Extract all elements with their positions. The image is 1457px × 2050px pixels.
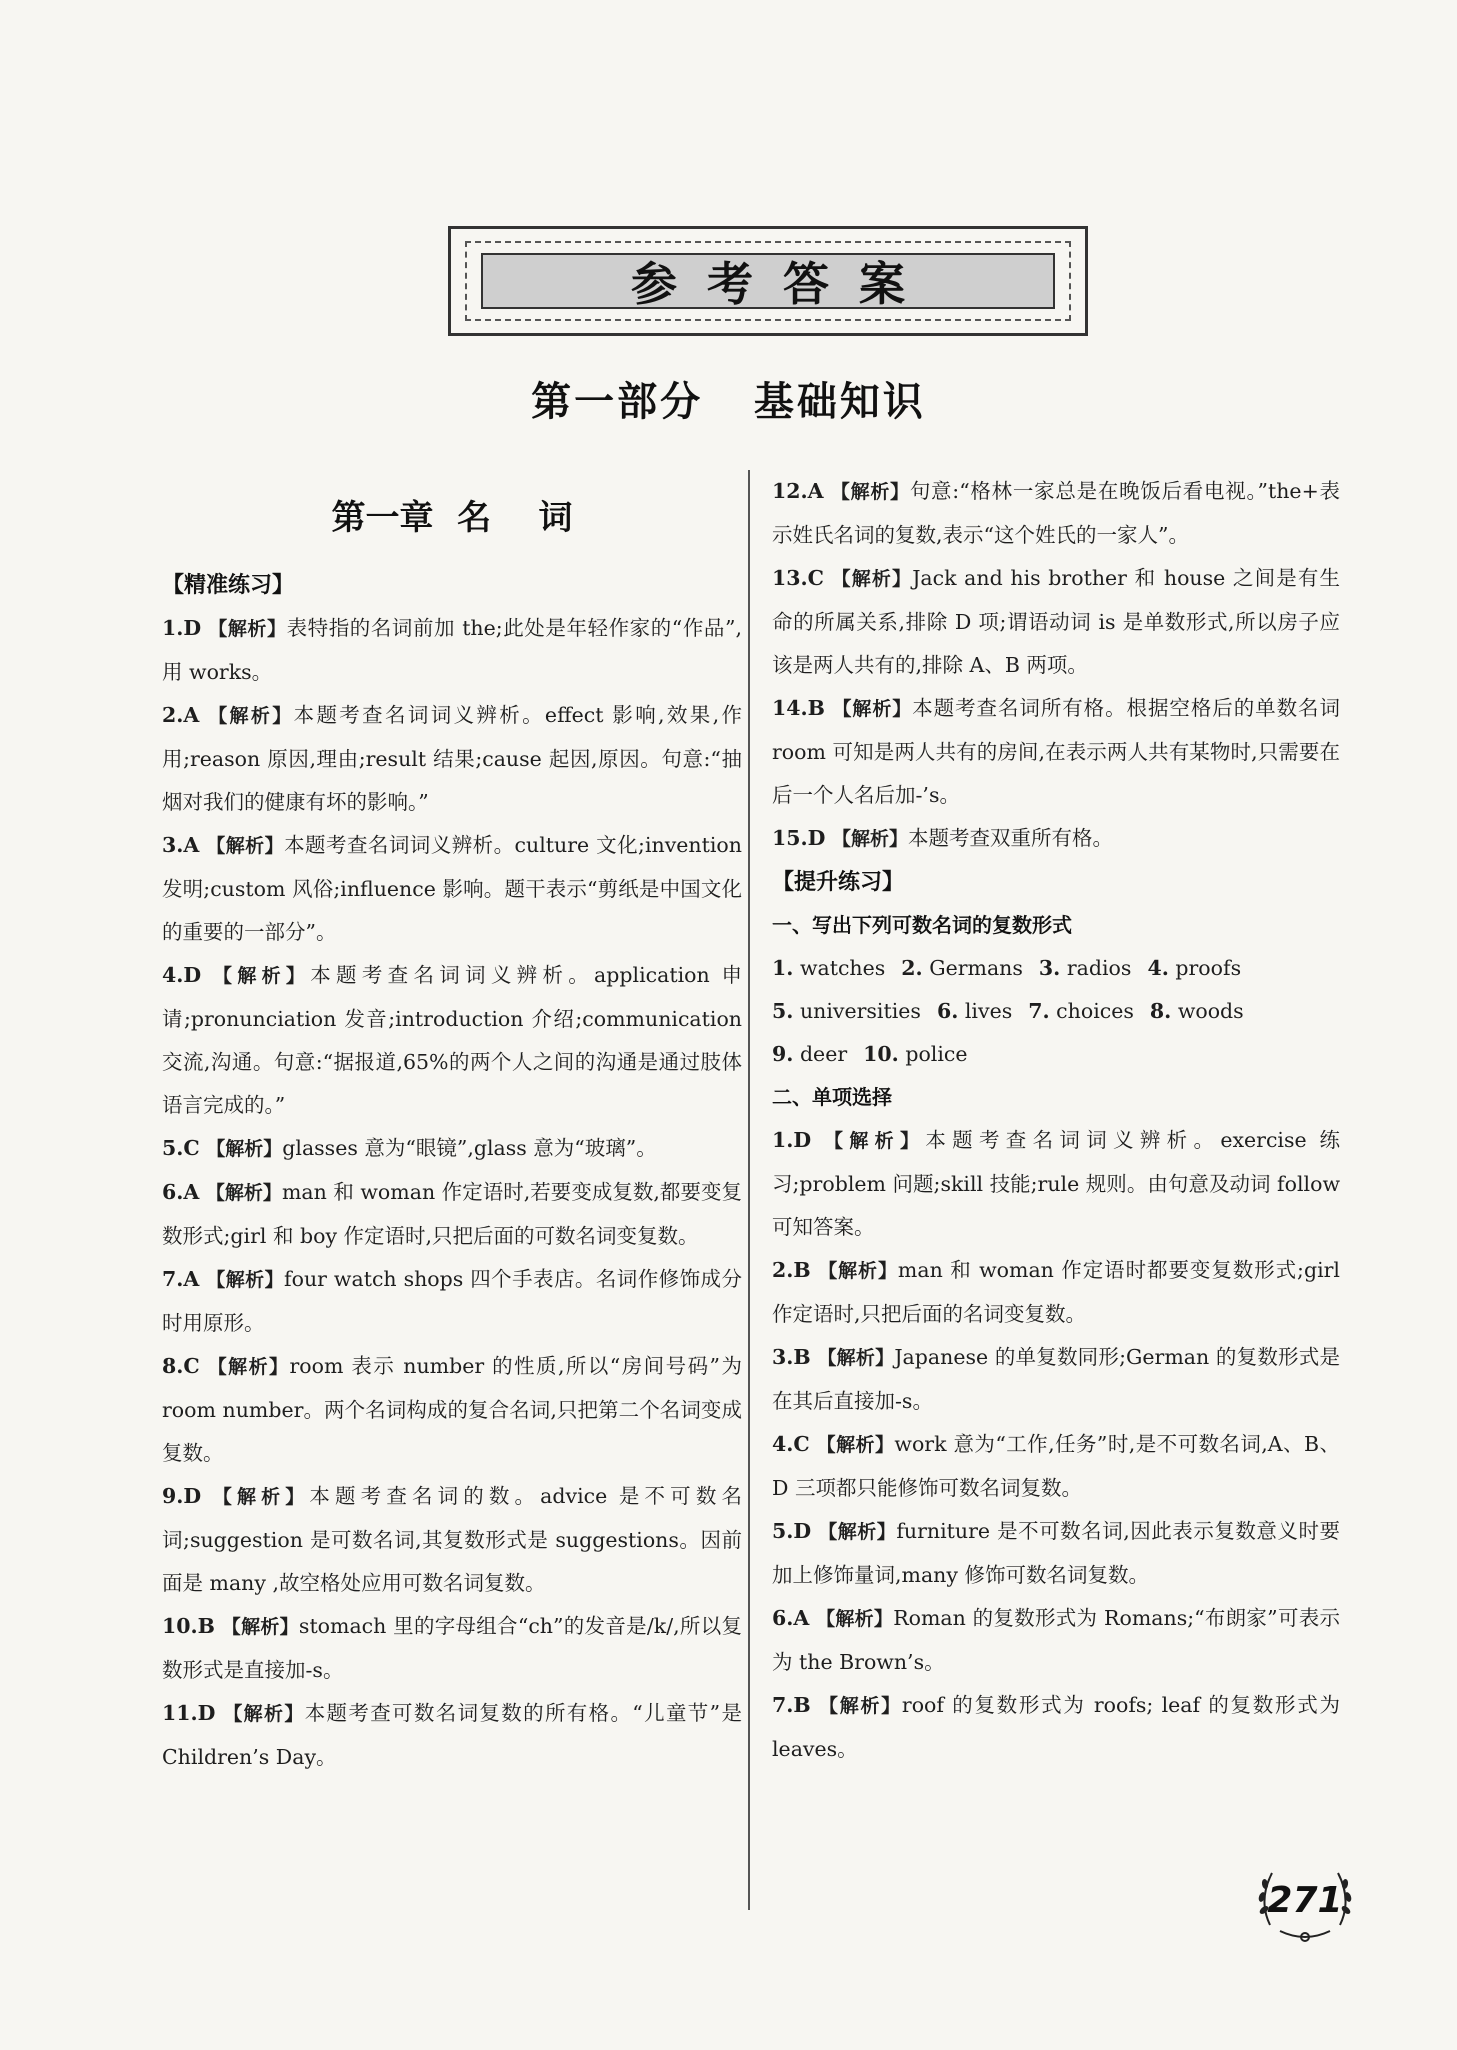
answer-item [162,824,742,954]
plural-number: 3. [1038,956,1061,980]
plural-number: 8. [1149,999,1172,1023]
answer-explanation: furniture 是不可数名词,因此表示复数意义时要加上修饰量词,many 修饰可数名词复数。 [772,1519,1340,1587]
plural-word: universities [799,999,921,1023]
answer-number: 4.C [772,1432,810,1456]
plural-word: watches [799,956,886,980]
answer-number: 11.D [162,1701,216,1725]
plural-forms-list [772,947,1340,1076]
analysis-tag: 【解析】 [830,481,910,503]
page-title: 参考答案 [631,257,935,311]
plural-word: proofs [1175,956,1242,980]
answer-explanation: 本题考查名词所有格。根据空格后的单数名词 room 可知是两人共有的房间,在表示两人共有某物时,只需要在后一个人名后加-’s。 [772,696,1340,807]
analysis-tag: 【解析】 [831,568,913,590]
analysis-tag: 【解析】 [221,1616,299,1638]
plural-word: radios [1066,956,1132,980]
analysis-tag: 【解析】 [223,1703,305,1725]
answer-number: 4.D [162,963,202,987]
answer-number: 7.B [772,1693,811,1717]
answer-explanation: Roman 的复数形式为 Romans;“布朗家”可表示为 the Brown’s。 [772,1606,1340,1674]
answer-number: 7.A [162,1267,200,1291]
answer-number: 2.A [162,703,200,727]
plural-entry [1039,956,1132,980]
answer-explanation: four watch shops 四个手表店。名词作修饰成分时用原形。 [162,1267,742,1335]
answer-number: 6.A [772,1606,810,1630]
analysis-tag: 【解析】 [816,1608,894,1630]
answer-explanation: Japanese 的单复数同形;German 的复数形式是在其后直接加-s。 [772,1345,1340,1413]
answer-item [162,1605,742,1692]
answer-number: 8.C [162,1354,200,1378]
answer-number: 13.C [772,566,824,590]
title-banner [448,226,1088,336]
analysis-tag: 【解析】 [818,1695,902,1717]
answer-item [772,1684,1340,1771]
plural-entry [772,956,885,980]
plural-number: 10. [863,1042,899,1066]
analysis-tag: 【解析】 [831,828,908,850]
plural-entry [937,999,1012,1023]
plural-entry [901,956,1023,980]
answer-explanation: 本题考查名词词义辨析。culture 文化;invention 发明;custom 风俗;influence 影响。题干表示“剪纸是中国文化的重要的一部分”。 [162,833,742,944]
analysis-tag: 【解析】 [206,1138,283,1160]
analysis-tag: 【解析】 [213,965,311,987]
answer-item [772,1510,1340,1597]
plural-word: choices [1056,999,1134,1023]
plural-number: 4. [1147,956,1169,980]
answer-number: 12.A [772,479,824,503]
analysis-tag: 【解析】 [208,618,287,640]
answer-number: 14.B [772,696,825,720]
plural-entry [863,1042,967,1066]
answer-item [772,1423,1340,1510]
answer-explanation: roof 的复数形式为 roofs; leaf 的复数形式为 leaves。 [772,1693,1340,1761]
plural-number: 5. [772,999,794,1023]
analysis-tag: 【解析】 [212,1486,310,1508]
answer-item [772,1119,1340,1249]
answer-explanation: glasses 意为“眼镜”,glass 意为“玻璃”。 [282,1136,657,1160]
plural-number: 7. [1028,999,1050,1023]
answer-number: 9.D [162,1484,202,1508]
plural-word: lives [964,999,1013,1023]
answer-item [162,1127,742,1171]
plural-word: Germans [929,956,1023,980]
answer-explanation: 本题考查可数名词复数的所有格。“儿童节”是 Children’s Day。 [162,1701,742,1769]
plural-number: 9. [772,1042,794,1066]
plural-number: 1. [772,956,794,980]
answer-item [772,557,1340,687]
section-heading-precise-practice: 【精准练习】 [162,573,295,598]
answer-explanation: 本题考查双重所有格。 [908,826,1113,850]
plural-number: 2. [901,956,923,980]
section-heading-advanced-practice: 【提升练习】 [772,870,905,895]
answer-explanation: 表特指的名词前加 the;此处是年轻作家的“作品”,用 works。 [162,616,742,684]
title-banner-inner [481,253,1055,309]
answer-number: 1.D [772,1128,812,1152]
plural-entry [1028,999,1134,1023]
answer-item [162,694,742,824]
answer-item [772,1249,1340,1336]
right-answer-list-bottom [772,1119,1340,1771]
left-answer-list [162,607,742,1779]
answer-item [162,1475,742,1605]
answer-explanation: work 意为“工作,任务”时,是不可数名词,A、B、D 三项都只能修饰可数名词复数。 [772,1432,1340,1500]
plural-number: 6. [936,999,959,1023]
answer-number: 6.A [162,1180,200,1204]
answer-item [162,1258,742,1345]
chapter-title: 第一章 名 词 [331,498,573,538]
column-divider [748,470,750,1910]
right-answer-list-top [772,470,1340,861]
answer-explanation: stomach 里的字母组合“ch”的发音是/k/,所以复数形式是直接加-s。 [162,1614,742,1682]
plural-row [772,1033,1340,1076]
answer-number: 3.B [772,1345,811,1369]
plural-word: woods [1177,999,1244,1023]
answer-item [162,607,742,694]
answer-item [162,1692,742,1779]
answer-item [772,1336,1340,1423]
plural-entry [772,999,921,1023]
answer-item [162,954,742,1127]
answer-number: 1.D [162,616,202,640]
answer-item [772,687,1340,817]
answer-item [772,817,1340,861]
answer-item [162,1171,742,1258]
answer-number: 5.D [772,1519,812,1543]
analysis-tag: 【解析】 [816,1434,895,1456]
left-column [162,470,742,1779]
analysis-tag: 【解析】 [207,1356,290,1378]
right-column [772,470,1340,1771]
analysis-tag: 【解析】 [832,698,913,720]
answer-explanation: Jack and his brother 和 house 之间是有生命的所属关系,排除 D 项;谓语动词 is 是单数形式,所以房子应该是两人共有的,排除 A、B 两项。 [772,566,1340,677]
analysis-tag: 【解析】 [818,1521,897,1543]
analysis-tag: 【解析】 [824,1130,926,1152]
plural-entry [1147,956,1241,980]
plural-row [772,947,1340,990]
part-heading: 第一部分 基础知识 [531,379,926,425]
plural-word: deer [799,1042,848,1066]
page-number: 271 [1267,1879,1343,1921]
answer-number: 3.A [162,833,200,857]
answer-number: 2.B [772,1258,811,1282]
analysis-tag: 【解析】 [205,1182,282,1204]
analysis-tag: 【解析】 [817,1347,895,1369]
plural-entry [1150,999,1244,1023]
analysis-tag: 【解析】 [206,1269,285,1291]
answer-explanation: 本题考查名词词义辨析。application 申请;pronunciation 发音;introduction 介绍;communication 交流,沟通。句意:“据报道,65%的两个人之间的沟通是通过肢体语言完成的。” [162,963,742,1117]
plural-word: police [905,1042,968,1066]
answer-number: 5.C [162,1136,200,1160]
subsection-single-choice: 二、单项选择 [772,1085,892,1109]
analysis-tag: 【解析】 [208,705,294,727]
answer-number: 15.D [772,826,826,850]
answer-explanation: man 和 woman 作定语时都要变复数形式;girl 作定语时,只把后面的名词变复数。 [772,1258,1340,1326]
answer-explanation: 本题考查名词词义辨析。effect 影响,效果,作用;reason 原因,理由;result 结果;cause 起因,原因。句意:“抽烟对我们的健康有坏的影响。” [162,703,742,814]
answer-explanation: room 表示 number 的性质,所以“房间号码”为 room number。两个名词构成的复合名词,只把第二个名词变成复数。 [162,1354,742,1465]
answer-item [772,470,1340,557]
answer-explanation: man 和 woman 作定语时,若要变成复数,都要变复数形式;girl 和 boy 作定语时,只把后面的可数名词变复数。 [162,1180,742,1248]
plural-entry [772,1042,847,1066]
answer-explanation: 本题考查名词的数。advice 是不可数名词;suggestion 是可数名词,其复数形式是 suggestions。因前面是 many ,故空格处应用可数名词复数。 [162,1484,742,1595]
analysis-tag: 【解析】 [818,1260,898,1282]
answer-number: 10.B [162,1614,215,1638]
answer-item [162,1345,742,1475]
plural-row [772,990,1340,1033]
page-number-badge [1250,1855,1360,1945]
answer-item [772,1597,1340,1684]
answer-explanation: 本题考查名词词义辨析。exercise 练习;problem 问题;skill 技能;rule 规则。由句意及动词 follow 可知答案。 [772,1128,1340,1239]
analysis-tag: 【解析】 [206,835,285,857]
subsection-plural-forms: 一、写出下列可数名词的复数形式 [772,913,1072,937]
answer-explanation: 句意:“格林一家总是在晚饭后看电视。”the+表示姓氏名词的复数,表示“这个姓氏的一家人”。 [772,479,1340,547]
